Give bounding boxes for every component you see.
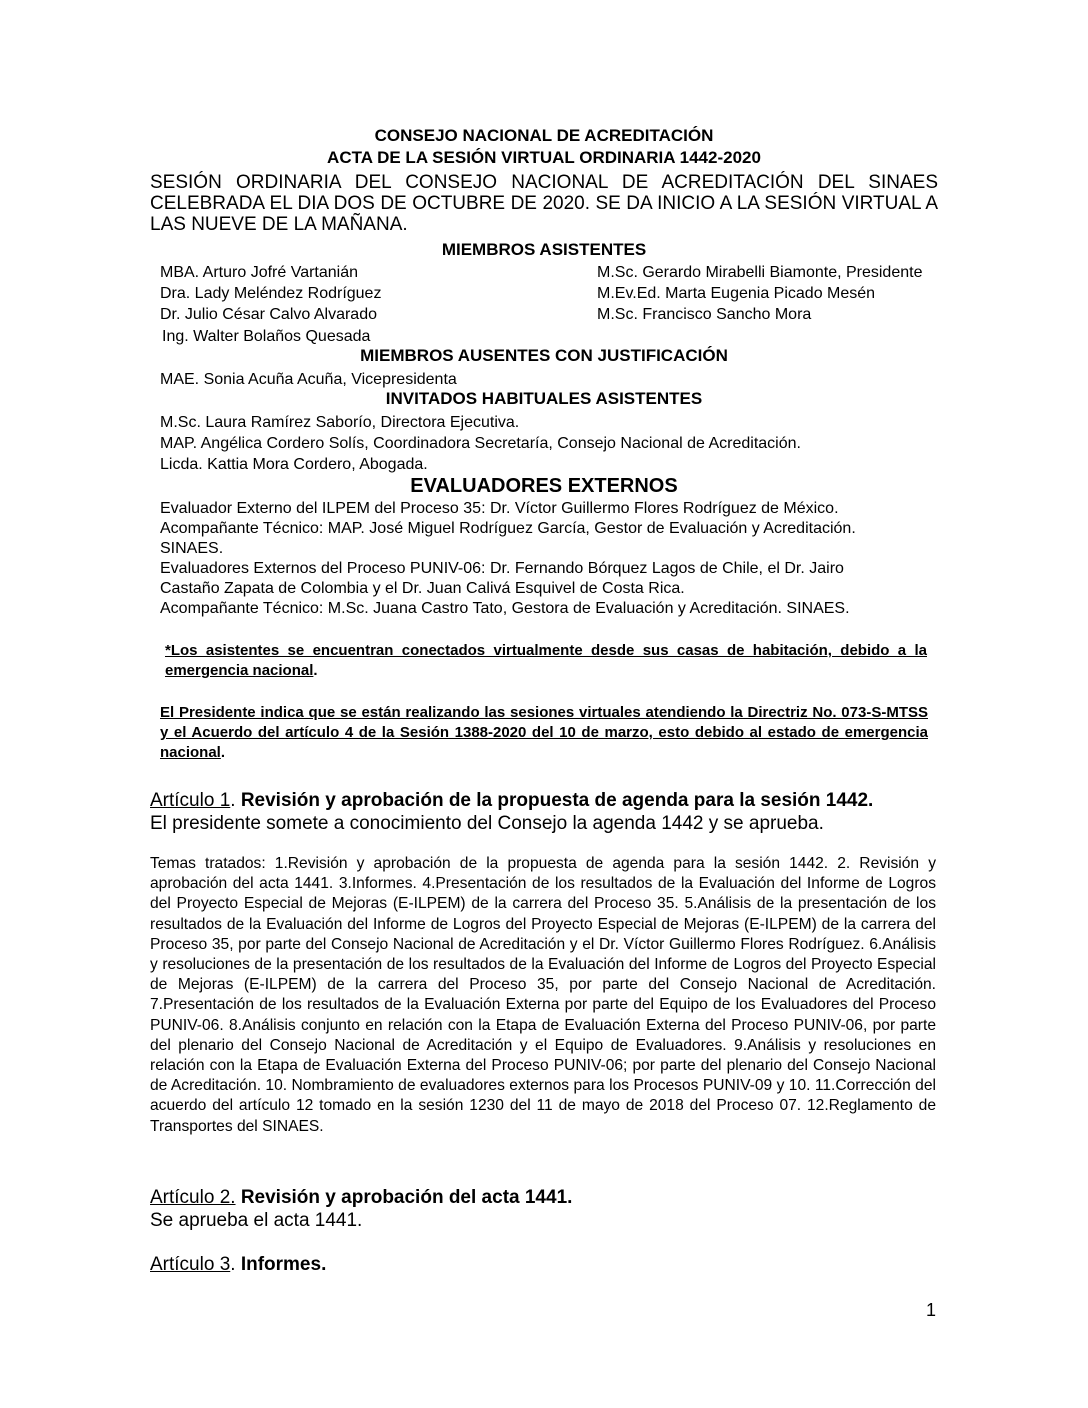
notice-virtual-attendance bbox=[165, 641, 927, 681]
absent-member: MAE. Sonia Acuña Acuña, Vicepresidenta bbox=[160, 371, 457, 388]
evaluator-line: Evaluador Externo del ILPEM del Proceso 35: Dr. Víctor Guillermo Flores Rodríguez de México. bbox=[160, 500, 839, 517]
section-title-miembros-asistentes: MIEMBROS ASISTENTES bbox=[441, 240, 647, 259]
member-left: MBA. Arturo Jofré Vartanián bbox=[160, 264, 359, 281]
evaluator-line: Acompañante Técnico: MAP. José Miguel Rodríguez García, Gestor de Evaluación y Acreditación. bbox=[160, 520, 856, 537]
page-number: 1 bbox=[926, 1300, 937, 1320]
article-2-text: Se aprueba el acta 1441. bbox=[150, 1210, 363, 1231]
article-3-label: Artículo 3 bbox=[150, 1254, 231, 1275]
notice-president bbox=[160, 703, 928, 763]
member-left: Ing. Walter Bolaños Quesada bbox=[162, 328, 371, 345]
article-3-sep: . bbox=[230, 1254, 241, 1275]
guest-item: Licda. Kattia Mora Cordero, Abogada. bbox=[160, 456, 428, 473]
article-3-title: Informes. bbox=[240, 1254, 327, 1275]
intro-paragraph: SESIÓN ORDINARIA DEL CONSEJO NACIONAL DE ACREDITACIÓN DEL SINAES CELEBRADA EL DIA DOS DE OCTUBRE DE 2020. SE DA INICIO A LA SESIÓN VIRTUAL A LAS NUEVE DE LA MAÑANA. bbox=[150, 172, 938, 235]
section-title-invitados: INVITADOS HABITUALES ASISTENTES bbox=[385, 389, 703, 408]
member-right: M.Sc. Gerardo Mirabelli Biamonte, Presidente bbox=[597, 264, 923, 281]
article-1-title: Revisión y aprobación de la propuesta de agenda para la sesión 1442. bbox=[240, 790, 874, 811]
article-2-heading bbox=[150, 1186, 950, 1209]
evaluator-line: Castaño Zapata de Colombia y el Dr. Juan Calivá Esquivel de Costa Rica. bbox=[160, 580, 685, 597]
notice-virtual-attendance-text: *Los asistentes se encuentran conectados virtualmente desde sus casas de habitación, debido a la emergencia nacional bbox=[165, 642, 927, 679]
document-title: CONSEJO NACIONAL DE ACREDITACIÓN bbox=[374, 126, 714, 145]
article-2-label: Artículo 2. bbox=[150, 1187, 236, 1208]
guest-item: M.Sc. Laura Ramírez Saborío, Directora Ejecutiva. bbox=[160, 414, 520, 431]
evaluator-line: Evaluadores Externos del Proceso PUNIV-06: Dr. Fernando Bórquez Lagos de Chile, el Dr. Jairo bbox=[160, 560, 844, 577]
notice-president-text: El Presidente indica que se están realizando las sesiones virtuales atendiendo la Directriz No. 073-S-MTSS y el Acuerdo del artículo 4 de la Sesión 1388-2020 del 10 de marzo, esto debido al estado de emergencia nacional bbox=[160, 704, 928, 761]
section-title-evaluadores: EVALUADORES EXTERNOS bbox=[410, 475, 678, 497]
member-left: Dr. Julio César Calvo Alvarado bbox=[160, 306, 377, 323]
document-subtitle: ACTA DE LA SESIÓN VIRTUAL ORDINARIA 1442-2020 bbox=[327, 148, 761, 167]
article-1-sep: . bbox=[230, 790, 241, 811]
section-title-ausentes: MIEMBROS AUSENTES CON JUSTIFICACIÓN bbox=[360, 346, 728, 365]
article-3-heading bbox=[150, 1253, 950, 1276]
evaluator-line: Acompañante Técnico: M.Sc. Juana Castro Tato, Gestora de Evaluación y Acreditación. SINAES. bbox=[160, 600, 850, 617]
notice-president-tail: . bbox=[220, 744, 226, 761]
notice-virtual-attendance-tail: . bbox=[313, 662, 318, 679]
topics-paragraph: Temas tratados: 1.Revisión y aprobación de la propuesta de agenda para la sesión 1442. 2. Revisión y aprobación del acta 1441. 3.Informes. 4.Presentación de los resultados de la Evaluación del Informe de Logros del Proyecto Especial de Mejoras (E-ILPEM) de la carrera del Proceso 35. 5.Análisis de la presentación de los resultados de la Evaluación del Informe de Logros del Proyecto Especial de Mejoras (E-ILPEM) de la carrera del Proceso 35, por parte del Consejo Nacional de Acreditación y el Dr. Víctor Guillermo Flores Rodríguez. 6.Análisis y resoluciones de la presentación de los resultados de la Evaluación del Informe de Logros del Proyecto Especial de Mejoras (E-ILPEM) de la carrera del Proceso 35, por parte del Consejo Nacional de Acreditación. 7.Presentación de los resultados de la Evaluación Externa por parte del Equipo de los Evaluadores del Proceso PUNIV-06. 8.Análisis conjunto en relación con la Etapa de Evaluación Externa del Proceso PUNIV-06, por parte del plenario del Consejo Nacional de Acreditación y el Equipo de Evaluadores. 9.Análisis y resoluciones en relación con la Etapa de Evaluación Externa del Proceso PUNIV-06; por parte del plenario del Consejo Nacional de Acreditación. 10. Nombramiento de evaluadores externos para los Procesos PUNIV-09 y 10. 11.Corrección del acuerdo del artículo 12 tomado en la sesión 1230 del 11 de mayo de 2018 del Proceso 07. 12.Reglamento de Transportes del SINAES. bbox=[150, 855, 936, 1135]
guest-item: MAP. Angélica Cordero Solís, Coordinadora Secretaría, Consejo Nacional de Acreditación. bbox=[160, 435, 801, 452]
evaluator-line: SINAES. bbox=[160, 540, 224, 557]
article-1-heading bbox=[150, 789, 950, 812]
article-2-title: Revisión y aprobación del acta 1441. bbox=[240, 1187, 573, 1208]
member-right: M.Sc. Francisco Sancho Mora bbox=[597, 306, 812, 323]
member-right: M.Ev.Ed. Marta Eugenia Picado Mesén bbox=[597, 285, 876, 302]
article-1-label: Artículo 1 bbox=[150, 790, 231, 811]
member-left: Dra. Lady Meléndez Rodríguez bbox=[160, 285, 382, 302]
article-1-text: El presidente somete a conocimiento del Consejo la agenda 1442 y se aprueba. bbox=[150, 813, 824, 834]
